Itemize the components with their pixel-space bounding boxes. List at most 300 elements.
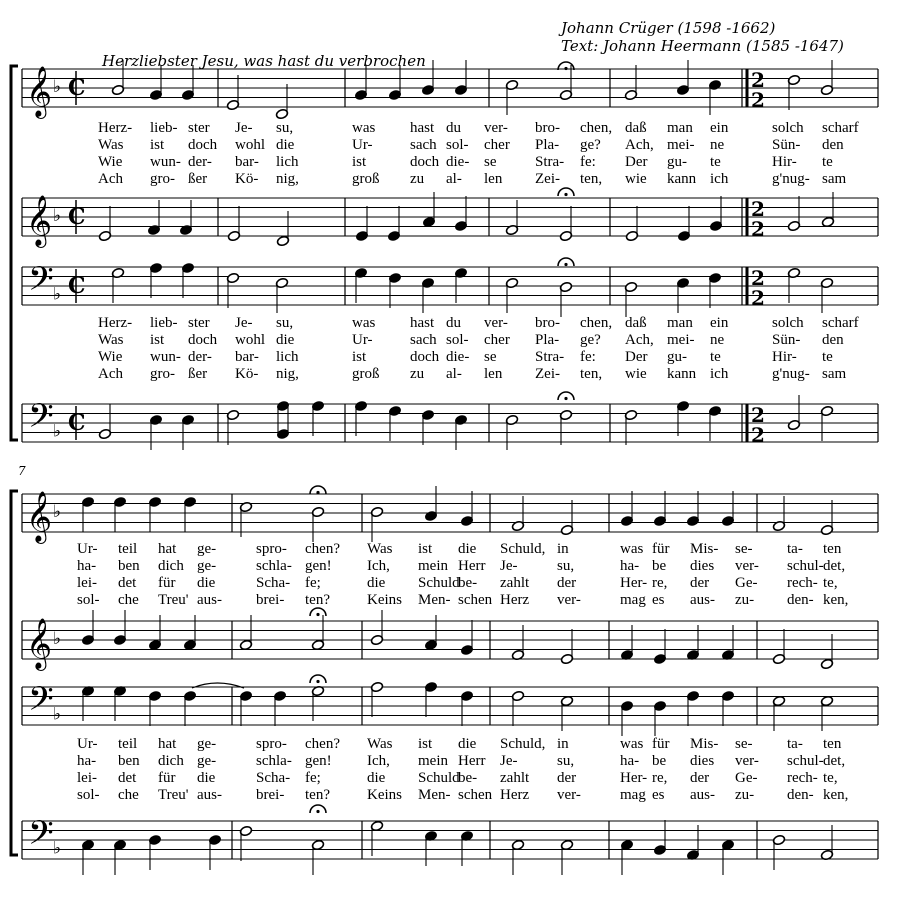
lyric-syllable: ein bbox=[710, 120, 729, 136]
lyric-syllable: det, bbox=[823, 558, 846, 574]
lyric-syllable: ge? bbox=[580, 332, 601, 348]
lyric-syllable: lei- bbox=[77, 575, 97, 591]
composer-credit: Johann Crüger (1598 -1662) bbox=[561, 19, 776, 37]
time-signature-denominator: 2 bbox=[751, 286, 765, 310]
lyric-syllable: zu bbox=[410, 366, 425, 382]
lyric-syllable: schul- bbox=[787, 558, 824, 574]
key-flat: ♭ bbox=[53, 629, 62, 649]
lyric-syllable: Ich, bbox=[367, 558, 390, 574]
lyric-syllable: ha- bbox=[77, 753, 97, 769]
lyric-syllable: es bbox=[652, 787, 665, 803]
lyric-syllable: der- bbox=[188, 349, 212, 365]
lyric-syllable: ster bbox=[188, 120, 210, 136]
lyric-syllable: Ur- bbox=[352, 332, 373, 348]
time-signature-denominator: 2 bbox=[751, 88, 765, 112]
lyric-syllable: se- bbox=[735, 736, 753, 752]
lyric-syllable: be bbox=[652, 753, 667, 769]
lyric-syllable: Keins bbox=[367, 787, 402, 803]
lyric-syllable: die bbox=[458, 541, 477, 557]
lyric-syllable: Der bbox=[625, 349, 648, 365]
lyric-syllable: hast bbox=[410, 315, 435, 331]
lyric-syllable: mei- bbox=[667, 137, 695, 153]
lyric-syllable: Hir- bbox=[772, 154, 797, 170]
lyric-syllable: für bbox=[158, 575, 176, 591]
lyric-syllable: lich bbox=[276, 154, 299, 170]
lyric-syllable: scharf bbox=[822, 315, 859, 331]
lyric-syllable: ge- bbox=[197, 736, 217, 752]
lyric-syllable: die bbox=[458, 736, 477, 752]
lyric-syllable: Wie bbox=[98, 154, 123, 170]
lyric-syllable: ver- bbox=[735, 753, 759, 769]
lyric-syllable: Men- bbox=[418, 592, 451, 608]
lyric-syllable: Kö- bbox=[235, 171, 259, 187]
treble-clef: 𝄞 bbox=[26, 618, 53, 669]
lyric-syllable: sach bbox=[410, 137, 437, 153]
lyric-syllable: der bbox=[557, 575, 577, 591]
lyric-syllable: nig, bbox=[276, 366, 299, 382]
lyric-syllable: schen bbox=[458, 592, 493, 608]
lyric-syllable: sol- bbox=[446, 137, 469, 153]
key-flat: ♭ bbox=[53, 77, 62, 97]
fermata-dot bbox=[564, 397, 567, 400]
lyric-syllable: re, bbox=[652, 770, 668, 786]
lyric-syllable: lieb- bbox=[150, 315, 178, 331]
lyric-syllable: ist bbox=[150, 137, 165, 153]
lyric-syllable: brei- bbox=[256, 787, 285, 803]
lyric-syllable: hast bbox=[410, 120, 435, 136]
lyric-syllable: zu- bbox=[735, 787, 755, 803]
lyric-syllable: was bbox=[620, 541, 644, 557]
lyric-syllable: zu bbox=[410, 171, 425, 187]
lyric-syllable: det, bbox=[823, 753, 846, 769]
lyric-syllable: ten? bbox=[305, 787, 330, 803]
lyric-syllable: fe; bbox=[305, 575, 321, 591]
lyric-syllable: bro- bbox=[535, 120, 560, 136]
lyric-syllable: det bbox=[118, 770, 137, 786]
lyric-syllable: su, bbox=[276, 315, 294, 331]
lyric-syllable: Ich, bbox=[367, 753, 390, 769]
lyric-syllable: chen, bbox=[580, 315, 613, 331]
lyric-syllable: len bbox=[484, 171, 503, 187]
lyric-syllable: sam bbox=[822, 171, 847, 187]
lyric-syllable: die bbox=[276, 137, 295, 153]
lyric-syllable: Je- bbox=[235, 315, 253, 331]
lyric-syllable: bar- bbox=[235, 154, 259, 170]
lyric-syllable: Men- bbox=[418, 787, 451, 803]
lyric-syllable: teil bbox=[118, 541, 138, 557]
lyric-syllable: rech- bbox=[787, 770, 818, 786]
lyric-syllable: se- bbox=[735, 541, 753, 557]
lyric-syllable: ver- bbox=[735, 558, 759, 574]
lyric-syllable: sol- bbox=[77, 787, 100, 803]
lyric-syllable: re, bbox=[652, 575, 668, 591]
lyric-syllable: spro- bbox=[256, 541, 287, 557]
lyric-syllable: mein bbox=[418, 558, 448, 574]
lyric-syllable: Zei- bbox=[535, 366, 560, 382]
lyric-syllable: be- bbox=[458, 575, 478, 591]
lyric-syllable: ist bbox=[418, 541, 433, 557]
lyric-syllable: te, bbox=[823, 575, 838, 591]
lyric-syllable: ist bbox=[352, 349, 367, 365]
fermata-dot bbox=[316, 810, 319, 813]
lyric-syllable: für bbox=[652, 736, 670, 752]
lyric-syllable: ver- bbox=[484, 315, 508, 331]
lyric-syllable: Pla- bbox=[535, 137, 560, 153]
fermata-dot bbox=[316, 491, 319, 494]
lyric-syllable: ich bbox=[710, 366, 729, 382]
lyric-syllable: was bbox=[352, 315, 376, 331]
lyric-syllable: ver- bbox=[557, 787, 581, 803]
staff-system1-1 bbox=[22, 69, 878, 107]
lyric-syllable: det bbox=[118, 575, 137, 591]
lyric-syllable: scharf bbox=[822, 120, 859, 136]
key-flat: ♭ bbox=[53, 704, 62, 725]
lyric-syllable: gu- bbox=[667, 154, 687, 170]
lyric-syllable: fe: bbox=[580, 349, 596, 365]
lyric-syllable: Ach, bbox=[625, 137, 654, 153]
time-signature-common: C bbox=[68, 204, 86, 230]
lyric-syllable: solch bbox=[772, 120, 804, 136]
lyric-syllable: te bbox=[710, 154, 721, 170]
lyric-syllable: sam bbox=[822, 366, 847, 382]
lyric-syllable: in bbox=[557, 736, 569, 752]
lyric-syllable: che bbox=[118, 787, 139, 803]
lyric-syllable: Ach bbox=[98, 366, 123, 382]
time-signature-numerator: 2 bbox=[751, 68, 765, 92]
staff-system1-3 bbox=[22, 267, 878, 305]
lyric-syllable: len bbox=[484, 366, 503, 382]
lyric-syllable: Ach, bbox=[625, 332, 654, 348]
lyric-syllable: Sün- bbox=[772, 137, 801, 153]
lyric-syllable: g'nug- bbox=[772, 171, 810, 187]
lyric-syllable: ten bbox=[823, 736, 842, 752]
lyric-syllable: kann bbox=[667, 171, 697, 187]
key-flat: ♭ bbox=[53, 838, 62, 859]
lyric-syllable: Her- bbox=[620, 770, 648, 786]
lyric-syllable: ken, bbox=[823, 592, 849, 608]
lyric-syllable: Herr bbox=[458, 558, 486, 574]
lyric-syllable: schul- bbox=[787, 753, 824, 769]
lyric-syllable: doch bbox=[410, 349, 440, 365]
lyric-syllable: ten? bbox=[305, 592, 330, 608]
lyric-syllable: g'nug- bbox=[772, 366, 810, 382]
lyric-syllable: wohl bbox=[235, 332, 265, 348]
lyric-syllable: ben bbox=[118, 753, 140, 769]
lyric-syllable: aus- bbox=[690, 787, 715, 803]
lyric-syllable: chen, bbox=[580, 120, 613, 136]
lyric-syllable: schla- bbox=[256, 753, 292, 769]
lyric-syllable: Schuld, bbox=[500, 736, 546, 752]
lyric-syllable: schen bbox=[458, 787, 493, 803]
lyric-syllable: ver- bbox=[557, 592, 581, 608]
lyric-syllable: ich bbox=[710, 171, 729, 187]
lyric-syllable: die bbox=[367, 575, 386, 591]
bass-clef: 𝄢 bbox=[28, 260, 54, 307]
bass-clef: 𝄢 bbox=[28, 397, 54, 444]
lyric-syllable: groß bbox=[352, 366, 380, 382]
lyric-syllable: ge- bbox=[197, 541, 217, 557]
lyric-syllable: te bbox=[822, 349, 833, 365]
lyric-syllable: was bbox=[352, 120, 376, 136]
lyric-syllable: Keins bbox=[367, 592, 402, 608]
lyric-syllable: den bbox=[822, 332, 844, 348]
lyric-syllable: be- bbox=[458, 770, 478, 786]
lyric-syllable: den- bbox=[787, 787, 814, 803]
treble-clef: 𝄞 bbox=[26, 195, 53, 246]
lyric-syllable: gen! bbox=[305, 753, 332, 769]
lyric-syllable: ist bbox=[150, 332, 165, 348]
lyric-syllable: sach bbox=[410, 332, 437, 348]
lyric-syllable: die bbox=[197, 770, 216, 786]
lyric-syllable: ten, bbox=[580, 366, 603, 382]
lyric-syllable: für bbox=[158, 770, 176, 786]
lyric-syllable: ge? bbox=[580, 137, 601, 153]
lyric-syllable: te bbox=[822, 154, 833, 170]
lyric-syllable: der- bbox=[188, 154, 212, 170]
lyric-syllable: Schuld bbox=[418, 575, 460, 591]
bass-clef: 𝄢 bbox=[28, 814, 54, 861]
lyric-syllable: ist bbox=[418, 736, 433, 752]
lyric-syllable: Herr bbox=[458, 753, 486, 769]
system-bracket bbox=[11, 66, 18, 440]
lyric-syllable: Was bbox=[98, 332, 124, 348]
lyric-syllable: se bbox=[484, 349, 497, 365]
lyric-syllable: hat bbox=[158, 541, 177, 557]
lyric-syllable: cher bbox=[484, 332, 510, 348]
lyric-syllable: ta- bbox=[787, 736, 803, 752]
lyric-syllable: bro- bbox=[535, 315, 560, 331]
lyric-syllable: te, bbox=[823, 770, 838, 786]
lyric-syllable: Ge- bbox=[735, 575, 758, 591]
lyric-syllable: ha- bbox=[77, 558, 97, 574]
lyric-syllable: Ur- bbox=[77, 541, 98, 557]
lyric-syllable: mag bbox=[620, 787, 646, 803]
time-signature-common: C bbox=[68, 273, 86, 299]
lyric-syllable: rech- bbox=[787, 575, 818, 591]
fermata-dot bbox=[316, 613, 319, 616]
lyric-syllable: Stra- bbox=[535, 349, 565, 365]
lyric-syllable: die- bbox=[446, 349, 470, 365]
text-author-credit: Text: Johann Heermann (1585 -1647) bbox=[561, 37, 844, 55]
lyric-syllable: nig, bbox=[276, 171, 299, 187]
lyric-syllable: ge- bbox=[197, 558, 217, 574]
lyric-syllable: sol- bbox=[77, 592, 100, 608]
lyric-syllable: der bbox=[690, 770, 710, 786]
lyric-syllable: der bbox=[557, 770, 577, 786]
lyric-syllable: die bbox=[276, 332, 295, 348]
lyric-syllable: wun- bbox=[150, 154, 181, 170]
lyric-syllable: mag bbox=[620, 592, 646, 608]
lyric-syllable: spro- bbox=[256, 736, 287, 752]
lyric-syllable: aus- bbox=[197, 592, 222, 608]
lyric-syllable: aus- bbox=[197, 787, 222, 803]
lyric-syllable: Ach bbox=[98, 171, 123, 187]
lyric-syllable: Ur- bbox=[77, 736, 98, 752]
lyric-syllable: gen! bbox=[305, 558, 332, 574]
lyric-syllable: Treu' bbox=[158, 787, 189, 803]
lyric-syllable: hat bbox=[158, 736, 177, 752]
lyric-syllable: den- bbox=[787, 592, 814, 608]
lyric-syllable: ist bbox=[352, 154, 367, 170]
lyric-syllable: man bbox=[667, 120, 693, 136]
lyric-syllable: ge- bbox=[197, 753, 217, 769]
lyric-syllable: Scha- bbox=[256, 770, 291, 786]
lyric-syllable: ben bbox=[118, 558, 140, 574]
key-flat: ♭ bbox=[53, 502, 62, 522]
lyric-syllable: dich bbox=[158, 753, 184, 769]
lyric-syllable: zu- bbox=[735, 592, 755, 608]
lyric-syllable: Her- bbox=[620, 575, 648, 591]
lyric-syllable: gu- bbox=[667, 349, 687, 365]
lyric-syllable: du bbox=[446, 120, 461, 136]
lyric-syllable: die- bbox=[446, 154, 470, 170]
lyric-syllable: Scha- bbox=[256, 575, 291, 591]
lyric-syllable: doch bbox=[188, 332, 218, 348]
time-signature-common: C bbox=[68, 410, 86, 436]
lyric-syllable: ten, bbox=[580, 171, 603, 187]
time-signature-numerator: 2 bbox=[751, 197, 765, 221]
lyric-syllable: te bbox=[710, 349, 721, 365]
lyric-syllable: Mis- bbox=[690, 541, 719, 557]
lyric-syllable: der bbox=[690, 575, 710, 591]
time-signature-numerator: 2 bbox=[751, 403, 765, 427]
lyric-syllable: se bbox=[484, 154, 497, 170]
lyric-syllable: su, bbox=[557, 558, 575, 574]
lyric-syllable: dies bbox=[690, 558, 715, 574]
lyric-syllable: die bbox=[367, 770, 386, 786]
lyric-syllable: Wie bbox=[98, 349, 123, 365]
lyric-syllable: ne bbox=[710, 137, 725, 153]
lyric-syllable: kann bbox=[667, 366, 697, 382]
lyric-syllable: chen? bbox=[305, 541, 340, 557]
lyric-syllable: ten bbox=[823, 541, 842, 557]
lyric-syllable: Treu' bbox=[158, 592, 189, 608]
measure-number: 7 bbox=[18, 464, 26, 478]
key-flat: ♭ bbox=[53, 421, 62, 442]
lyric-syllable: solch bbox=[772, 315, 804, 331]
treble-clef: 𝄞 bbox=[26, 66, 53, 117]
lyric-syllable: brei- bbox=[256, 592, 285, 608]
lyric-syllable: bar- bbox=[235, 349, 259, 365]
lyric-syllable: in bbox=[557, 541, 569, 557]
lyric-syllable: was bbox=[620, 736, 644, 752]
lyric-syllable: ßer bbox=[188, 171, 208, 187]
lyric-syllable: che bbox=[118, 592, 139, 608]
lyric-syllable: su, bbox=[557, 753, 575, 769]
lyric-syllable: ne bbox=[710, 332, 725, 348]
fermata-dot bbox=[564, 193, 567, 196]
lyric-syllable: dich bbox=[158, 558, 184, 574]
lyric-syllable: gro- bbox=[150, 171, 175, 187]
key-flat: ♭ bbox=[53, 284, 62, 305]
lyric-syllable: daß bbox=[625, 120, 647, 136]
lyric-syllable: Der bbox=[625, 154, 648, 170]
lyric-syllable: Hir- bbox=[772, 349, 797, 365]
lyric-syllable: sol- bbox=[446, 332, 469, 348]
lyric-syllable: Je- bbox=[500, 753, 518, 769]
lyric-syllable: al- bbox=[446, 366, 462, 382]
time-signature-numerator: 2 bbox=[751, 266, 765, 290]
lyric-syllable: Stra- bbox=[535, 154, 565, 170]
lyric-syllable: du bbox=[446, 315, 461, 331]
lyric-syllable: Schuld, bbox=[500, 541, 546, 557]
lyric-syllable: cher bbox=[484, 137, 510, 153]
lyric-syllable: ha- bbox=[620, 558, 640, 574]
lyric-syllable: dies bbox=[690, 753, 715, 769]
lyric-syllable: be bbox=[652, 558, 667, 574]
lyric-syllable: teil bbox=[118, 736, 138, 752]
lyric-syllable: fe; bbox=[305, 770, 321, 786]
lyric-syllable: Herz- bbox=[98, 120, 133, 136]
lyric-syllable: daß bbox=[625, 315, 647, 331]
lyric-syllable: ha- bbox=[620, 753, 640, 769]
lyric-syllable: Mis- bbox=[690, 736, 719, 752]
lyric-syllable: Schuld bbox=[418, 770, 460, 786]
lyric-syllable: doch bbox=[188, 137, 218, 153]
lyric-syllable: Zei- bbox=[535, 171, 560, 187]
treble-clef: 𝄞 bbox=[26, 491, 53, 542]
lyric-syllable: fe: bbox=[580, 154, 596, 170]
lyric-syllable: die bbox=[197, 575, 216, 591]
lyric-syllable: ken, bbox=[823, 787, 849, 803]
lyric-syllable: al- bbox=[446, 171, 462, 187]
lyric-syllable: Herz bbox=[500, 787, 530, 803]
lyric-syllable: Kö- bbox=[235, 366, 259, 382]
lyric-syllable: ein bbox=[710, 315, 729, 331]
lyric-syllable: es bbox=[652, 592, 665, 608]
lyric-syllable: zahlt bbox=[500, 575, 530, 591]
lyric-syllable: den bbox=[822, 137, 844, 153]
time-signature-denominator: 2 bbox=[751, 423, 765, 447]
lyric-syllable: für bbox=[652, 541, 670, 557]
lyric-syllable: gro- bbox=[150, 366, 175, 382]
lyric-syllable: Sün- bbox=[772, 332, 801, 348]
lyric-syllable: mein bbox=[418, 753, 448, 769]
lyric-syllable: man bbox=[667, 315, 693, 331]
staff-system2-2 bbox=[22, 621, 878, 659]
lyric-syllable: Je- bbox=[500, 558, 518, 574]
lyric-syllable: zahlt bbox=[500, 770, 530, 786]
lyric-syllable: doch bbox=[410, 154, 440, 170]
lyric-syllable: wie bbox=[625, 366, 647, 382]
lyric-syllable: chen? bbox=[305, 736, 340, 752]
time-signature-common: C bbox=[68, 75, 86, 101]
lyric-syllable: ster bbox=[188, 315, 210, 331]
hymn-subtitle: Herzliebster Jesu, was hast du verbrochen bbox=[102, 52, 426, 70]
fermata-dot bbox=[316, 680, 319, 683]
time-signature-denominator: 2 bbox=[751, 217, 765, 241]
lyric-syllable: Was bbox=[367, 541, 393, 557]
bass-clef: 𝄢 bbox=[28, 680, 54, 727]
lyric-syllable: lieb- bbox=[150, 120, 178, 136]
lyric-syllable: Ur- bbox=[352, 137, 373, 153]
lyric-syllable: Herz- bbox=[98, 315, 133, 331]
lyric-syllable: Pla- bbox=[535, 332, 560, 348]
key-flat: ♭ bbox=[53, 206, 62, 226]
lyric-syllable: wie bbox=[625, 171, 647, 187]
staff-system1-4 bbox=[22, 404, 878, 442]
lyric-syllable: mei- bbox=[667, 332, 695, 348]
fermata-dot bbox=[564, 263, 567, 266]
lyric-syllable: Was bbox=[367, 736, 393, 752]
lyric-syllable: wohl bbox=[235, 137, 265, 153]
lyric-syllable: wun- bbox=[150, 349, 181, 365]
system-bracket bbox=[11, 491, 18, 855]
lyric-syllable: ver- bbox=[484, 120, 508, 136]
lyric-syllable: schla- bbox=[256, 558, 292, 574]
lyric-syllable: aus- bbox=[690, 592, 715, 608]
lyric-syllable: Je- bbox=[235, 120, 253, 136]
